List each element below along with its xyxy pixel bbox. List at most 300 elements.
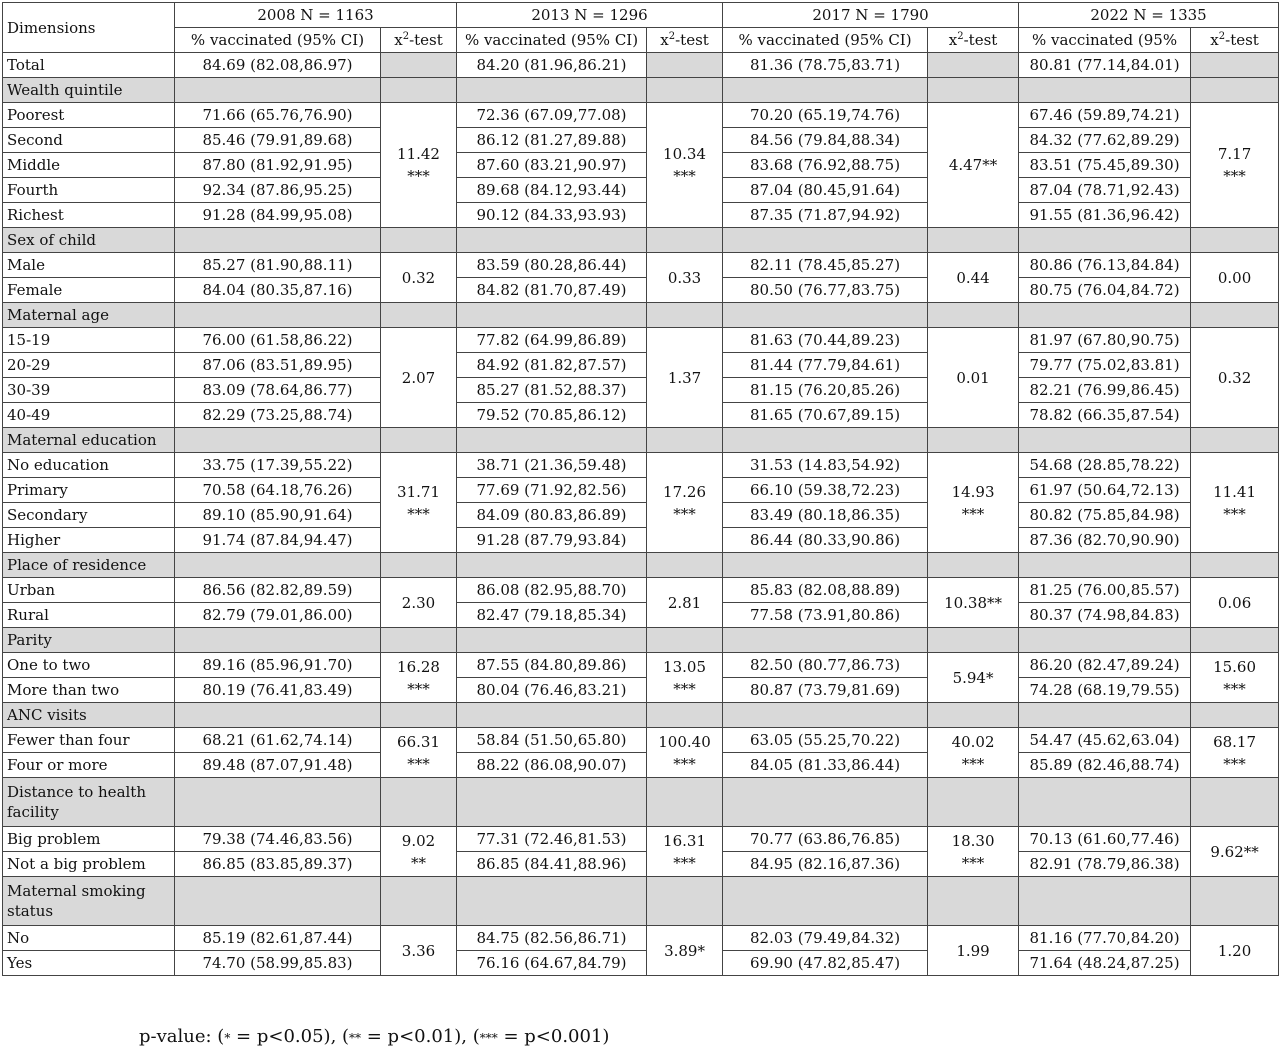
chi-value — [928, 328, 1019, 428]
chi-value-line: *** — [673, 679, 696, 698]
pct-value: 80.04 (76.46,83.21) — [457, 678, 647, 703]
pct-value: 92.34 (87.86,95.25) — [175, 178, 381, 203]
header-year: 2022 N = 1335 — [1019, 3, 1279, 28]
category-blank — [175, 778, 381, 827]
pct-value: 68.21 (61.62,74.14) — [175, 728, 381, 753]
header-chi-test: $x^2$-test — [928, 28, 1019, 53]
chi-value-line: 5.94* — [952, 668, 994, 687]
pct-value: 54.47 (45.62,63.04) — [1019, 728, 1191, 753]
pct-value: 91.74 (87.84,94.47) — [175, 528, 381, 553]
chi-value-line: 68.17 — [1213, 732, 1257, 751]
category-blank — [647, 228, 723, 253]
row-label: Male — [3, 253, 175, 278]
table-row — [3, 728, 1279, 753]
chi-value — [381, 827, 457, 877]
pct-value: 89.16 (85.96,91.70) — [175, 653, 381, 678]
pct-value: 85.19 (82.61,87.44) — [175, 926, 381, 951]
category-blank — [1019, 628, 1191, 653]
header-year: 2013 N = 1296 — [457, 3, 723, 28]
category-blank — [928, 703, 1019, 728]
pct-value: 90.12 (84.33,93.93) — [457, 203, 647, 228]
chi-value — [381, 728, 457, 778]
chi-value-line: 0.32 — [401, 268, 436, 287]
pct-value: 66.10 (59.38,72.23) — [723, 478, 928, 503]
row-label: Middle — [3, 153, 175, 178]
footnote-star: ** — [349, 1031, 362, 1045]
category-row — [3, 303, 1279, 328]
chi-value-line: 4.47** — [948, 156, 998, 174]
category-blank — [175, 228, 381, 253]
pct-value: 85.83 (82.08,88.89) — [723, 578, 928, 603]
pct-value: 91.55 (81.36,96.42) — [1019, 203, 1191, 228]
pct-value: 91.28 (84.99,95.08) — [175, 203, 381, 228]
pct-value: 87.04 (78.71,92.43) — [1019, 178, 1191, 203]
chi-value-line: *** — [961, 853, 985, 872]
chi-value-line: 1.37 — [667, 368, 702, 387]
category-blank — [1019, 303, 1191, 328]
pct-value: 77.69 (71.92,82.56) — [457, 478, 647, 503]
pct-value: 61.97 (50.64,72.13) — [1019, 478, 1191, 503]
chi-value-line: 100.40 — [658, 732, 711, 751]
category-blank — [175, 303, 381, 328]
chi-value-line: 16.28 — [397, 657, 440, 676]
category-blank — [928, 553, 1019, 578]
category-blank — [1191, 228, 1279, 253]
table-row — [3, 653, 1279, 678]
category-title: Wealth quintile — [3, 78, 175, 103]
chi-value-line: 0.00 — [1217, 268, 1252, 287]
pct-value: 87.04 (80.45,91.64) — [723, 178, 928, 203]
chi-value — [1191, 453, 1279, 553]
category-blank — [381, 228, 457, 253]
category-blank — [381, 877, 457, 926]
pct-value: 84.82 (81.70,87.49) — [457, 278, 647, 303]
category-blank — [1191, 303, 1279, 328]
pct-value: 71.64 (48.24,87.25) — [1019, 951, 1191, 976]
pct-value: 74.70 (58.99,85.83) — [175, 951, 381, 976]
pct-value: 87.80 (81.92,91.95) — [175, 153, 381, 178]
row-label: Richest — [3, 203, 175, 228]
table-row — [3, 153, 1279, 178]
chi-value — [1191, 926, 1279, 976]
footnote-threshold: = p<0.01) — [361, 1026, 462, 1047]
category-blank — [647, 778, 723, 827]
category-blank — [647, 628, 723, 653]
pct-value: 89.10 (85.90,91.64) — [175, 503, 381, 528]
category-blank — [1191, 778, 1279, 827]
header-chi-test: $x^2$-test — [1191, 28, 1279, 53]
chi-value-line: 2.30 — [401, 593, 436, 612]
pct-value: 87.35 (71.87,94.92) — [723, 203, 928, 228]
pct-value: 70.20 (65.19,74.76) — [723, 103, 928, 128]
table-row — [3, 103, 1279, 128]
pct-value: 83.51 (75.45,89.30) — [1019, 153, 1191, 178]
row-label: Second — [3, 128, 175, 153]
chi-value — [1191, 328, 1279, 428]
header-row-columns — [3, 28, 1279, 53]
pct-value: 76.00 (61.58,86.22) — [175, 328, 381, 353]
pct-value: 79.52 (70.85,86.12) — [457, 403, 647, 428]
chi-value — [647, 578, 723, 628]
chi-value-line: 18.30 — [951, 831, 995, 850]
category-blank — [175, 428, 381, 453]
row-label: Total — [3, 53, 175, 78]
row-label: Urban — [3, 578, 175, 603]
chi-value-line: 0.44 — [956, 268, 990, 287]
pct-value: 86.12 (81.27,89.88) — [457, 128, 647, 153]
row-label: Yes — [3, 951, 175, 976]
chi-value-line: *** — [1223, 167, 1246, 185]
pct-value: 31.53 (14.83,54.92) — [723, 453, 928, 478]
pct-value: 58.84 (51.50,65.80) — [457, 728, 647, 753]
pct-value: 72.36 (67.09,77.08) — [457, 103, 647, 128]
table-row — [3, 678, 1279, 703]
pct-value: 84.75 (82.56,86.71) — [457, 926, 647, 951]
chi-value-line: 14.93 — [951, 482, 995, 501]
category-blank — [647, 703, 723, 728]
chi-value — [1191, 653, 1279, 703]
category-blank — [175, 703, 381, 728]
category-blank — [1019, 78, 1191, 103]
chi-value-line: *** — [1223, 679, 1246, 698]
pct-value: 80.87 (73.79,81.69) — [723, 678, 928, 703]
pct-value: 82.91 (78.79,86.38) — [1019, 852, 1191, 877]
chi-value — [647, 653, 723, 703]
pct-value: 38.71 (21.36,59.48) — [457, 453, 647, 478]
pct-value: 83.59 (80.28,86.44) — [457, 253, 647, 278]
pct-value: 85.27 (81.52,88.37) — [457, 378, 647, 403]
table-row — [3, 951, 1279, 976]
category-blank — [928, 628, 1019, 653]
pct-value: 81.63 (70.44,89.23) — [723, 328, 928, 353]
table-row — [3, 852, 1279, 877]
category-blank — [1191, 78, 1279, 103]
chi-value-line: 11.42 — [397, 145, 440, 163]
pct-value: 85.27 (81.90,88.11) — [175, 253, 381, 278]
row-label: Female — [3, 278, 175, 303]
chi-value — [381, 328, 457, 428]
chi-value — [1191, 728, 1279, 778]
table-row — [3, 178, 1279, 203]
row-label: Not a big problem — [3, 852, 175, 877]
category-blank — [647, 78, 723, 103]
chi-value-line: 2.81 — [667, 593, 702, 612]
table-row-total — [3, 53, 1279, 78]
category-blank — [1191, 877, 1279, 926]
pct-value: 85.89 (82.46,88.74) — [1019, 753, 1191, 778]
pct-value: 82.21 (76.99,86.45) — [1019, 378, 1191, 403]
chi-value — [381, 103, 457, 228]
category-blank — [1191, 428, 1279, 453]
chi-value-line: 0.33 — [667, 268, 702, 287]
pct-value: 89.68 (84.12,93.44) — [457, 178, 647, 203]
row-label: Big problem — [3, 827, 175, 852]
pct-value: 63.05 (55.25,70.22) — [723, 728, 928, 753]
pct-value: 80.75 (76.04,84.72) — [1019, 278, 1191, 303]
pct-value: 71.66 (65.76,76.90) — [175, 103, 381, 128]
category-title: ANC visits — [3, 703, 175, 728]
category-blank — [928, 303, 1019, 328]
pct-value: 82.50 (80.77,86.73) — [723, 653, 928, 678]
category-title: Maternal education — [3, 428, 175, 453]
chi-value-line: 13.05 — [663, 657, 706, 676]
table-row — [3, 403, 1279, 428]
category-title: Parity — [3, 628, 175, 653]
row-label: Rural — [3, 603, 175, 628]
footnote-threshold: = p<0.001) — [497, 1026, 610, 1047]
pct-value: 84.05 (81.33,86.44) — [723, 753, 928, 778]
pct-value: 87.55 (84.80,89.86) — [457, 653, 647, 678]
category-blank — [647, 303, 723, 328]
chi-value-line: *** — [961, 754, 985, 773]
pct-value: 81.44 (77.79,84.61) — [723, 353, 928, 378]
row-label: Fourth — [3, 178, 175, 203]
table-row — [3, 253, 1279, 278]
header-pct-vaccinated: % vaccinated (95% CI) — [723, 28, 928, 53]
category-blank — [457, 778, 647, 827]
category-blank — [647, 553, 723, 578]
row-label: Four or more — [3, 753, 175, 778]
table-row — [3, 528, 1279, 553]
chi-blank — [647, 53, 723, 78]
category-blank — [647, 428, 723, 453]
chi-value-line: *** — [407, 504, 430, 523]
pct-value: 87.60 (83.21,90.97) — [457, 153, 647, 178]
category-blank — [1019, 428, 1191, 453]
chi-value-line: 3.89* — [664, 941, 705, 960]
category-title: Sex of child — [3, 228, 175, 253]
row-label: Higher — [3, 528, 175, 553]
header-pct-vaccinated: % vaccinated (95% CI) — [457, 28, 647, 53]
chi-value-line: *** — [1223, 504, 1246, 523]
row-label: Secondary — [3, 503, 175, 528]
chi-value — [647, 827, 723, 877]
row-label: More than two — [3, 678, 175, 703]
header-dimensions: Dimensions — [3, 3, 175, 53]
row-label: 30-39 — [3, 378, 175, 403]
chi-value — [928, 253, 1019, 303]
chi-value-line: 31.71 — [397, 482, 440, 501]
table-row — [3, 328, 1279, 353]
category-blank — [1191, 703, 1279, 728]
chi-value — [928, 728, 1019, 778]
chi-value — [928, 827, 1019, 877]
chi-value-line: 0.06 — [1217, 593, 1252, 612]
chi-value-line: 16.31 — [663, 831, 706, 850]
pct-value: 83.09 (78.64,86.77) — [175, 378, 381, 403]
chi-value — [381, 653, 457, 703]
table-row — [3, 827, 1279, 852]
pct-value: 81.15 (76.20,85.26) — [723, 378, 928, 403]
header-year: 2017 N = 1790 — [723, 3, 1019, 28]
chi-value — [381, 926, 457, 976]
category-blank — [175, 628, 381, 653]
category-blank — [723, 877, 928, 926]
category-row — [3, 228, 1279, 253]
category-blank — [381, 428, 457, 453]
pct-value: 80.37 (74.98,84.83) — [1019, 603, 1191, 628]
pct-value: 81.65 (70.67,89.15) — [723, 403, 928, 428]
row-label: 40-49 — [3, 403, 175, 428]
footnote-paren: , ( — [330, 1026, 350, 1047]
chi-value-line: 3.36 — [401, 941, 436, 960]
pct-value: 86.56 (82.82,89.59) — [175, 578, 381, 603]
chi-value-line: *** — [673, 754, 696, 773]
category-blank — [381, 703, 457, 728]
chi-value-line: *** — [673, 167, 696, 185]
category-row — [3, 877, 1279, 926]
pct-value: 33.75 (17.39,55.22) — [175, 453, 381, 478]
chi-value — [647, 453, 723, 553]
header-pct-vaccinated: % vaccinated (95% CI) — [175, 28, 381, 53]
pct-value: 79.77 (75.02,83.81) — [1019, 353, 1191, 378]
chi-value-line: *** — [407, 167, 430, 185]
chi-value-line: *** — [673, 504, 696, 523]
pct-value: 84.32 (77.62,89.29) — [1019, 128, 1191, 153]
category-blank — [457, 628, 647, 653]
pct-value: 82.11 (78.45,85.27) — [723, 253, 928, 278]
category-blank — [723, 428, 928, 453]
footnote-prefix: p-value: — [139, 1026, 218, 1047]
chi-value — [647, 253, 723, 303]
category-blank — [457, 703, 647, 728]
pct-value: 80.86 (76.13,84.84) — [1019, 253, 1191, 278]
pct-value: 81.25 (76.00,85.57) — [1019, 578, 1191, 603]
category-blank — [381, 553, 457, 578]
chi-value-line: *** — [1223, 754, 1246, 773]
row-label: One to two — [3, 653, 175, 678]
pct-value: 85.46 (79.91,89.68) — [175, 128, 381, 153]
pct-value: 80.50 (76.77,83.75) — [723, 278, 928, 303]
chi-value — [647, 103, 723, 228]
category-title: Place of residence — [3, 553, 175, 578]
category-blank — [457, 553, 647, 578]
table-row — [3, 753, 1279, 778]
table-row — [3, 378, 1279, 403]
chi-value — [928, 103, 1019, 228]
table-row — [3, 478, 1279, 503]
pct-value: 84.04 (80.35,87.16) — [175, 278, 381, 303]
chi-value — [1191, 253, 1279, 303]
pct-value: 84.09 (80.83,86.89) — [457, 503, 647, 528]
category-blank — [928, 228, 1019, 253]
chi-blank — [928, 53, 1019, 78]
category-blank — [1191, 553, 1279, 578]
chi-value-line: 9.62** — [1210, 842, 1259, 861]
pct-value: 88.22 (86.08,90.07) — [457, 753, 647, 778]
category-blank — [928, 428, 1019, 453]
category-blank — [723, 628, 928, 653]
footnote-star: * — [224, 1031, 231, 1045]
table-row — [3, 278, 1279, 303]
chi-value — [1191, 103, 1279, 228]
pct-value: 86.85 (83.85,89.37) — [175, 852, 381, 877]
category-blank — [928, 778, 1019, 827]
row-label: No education — [3, 453, 175, 478]
chi-value-line: 66.31 — [397, 732, 440, 751]
table-row — [3, 578, 1279, 603]
category-blank — [175, 877, 381, 926]
pct-value: 80.81 (77.14,84.01) — [1019, 53, 1191, 78]
chi-value — [647, 728, 723, 778]
chi-value — [1191, 827, 1279, 877]
pct-value: 89.48 (87.07,91.48) — [175, 753, 381, 778]
pct-value: 77.31 (72.46,81.53) — [457, 827, 647, 852]
pct-value: 87.36 (82.70,90.90) — [1019, 528, 1191, 553]
header-row-years — [3, 3, 1279, 28]
category-blank — [381, 78, 457, 103]
category-blank — [1019, 553, 1191, 578]
pct-value: 69.90 (47.82,85.47) — [723, 951, 928, 976]
chi-value-line: 2.07 — [401, 368, 436, 387]
row-label: Poorest — [3, 103, 175, 128]
pct-value: 84.56 (79.84,88.34) — [723, 128, 928, 153]
pct-value: 83.49 (80.18,86.35) — [723, 503, 928, 528]
category-blank — [457, 228, 647, 253]
header-pct-vaccinated: % vaccinated (95% — [1019, 28, 1191, 53]
chi-value-line: *** — [407, 679, 430, 698]
chi-value-line: ** — [411, 853, 426, 872]
table-row — [3, 128, 1279, 153]
chi-value — [647, 328, 723, 428]
category-blank — [1191, 628, 1279, 653]
category-blank — [457, 428, 647, 453]
chi-value-line: 1.99 — [956, 941, 990, 960]
table-row — [3, 203, 1279, 228]
pct-value: 74.28 (68.19,79.55) — [1019, 678, 1191, 703]
category-blank — [175, 553, 381, 578]
category-blank — [175, 78, 381, 103]
category-row — [3, 428, 1279, 453]
pct-value: 67.46 (59.89,74.21) — [1019, 103, 1191, 128]
table-row — [3, 353, 1279, 378]
category-title: Maternal smoking status — [3, 877, 175, 926]
category-blank — [723, 703, 928, 728]
pct-value: 80.19 (76.41,83.49) — [175, 678, 381, 703]
footnote-paren: , ( — [461, 1026, 480, 1047]
chi-value-line: 0.32 — [1217, 368, 1252, 387]
chi-value — [928, 653, 1019, 703]
pct-value: 54.68 (28.85,78.22) — [1019, 453, 1191, 478]
pct-value: 77.58 (73.91,80.86) — [723, 603, 928, 628]
row-label: No — [3, 926, 175, 951]
chi-value — [928, 453, 1019, 553]
chi-value-line: 0.01 — [956, 368, 990, 387]
pct-value: 86.20 (82.47,89.24) — [1019, 653, 1191, 678]
footnote-paren: ( — [217, 1026, 225, 1047]
category-blank — [457, 303, 647, 328]
vaccination-table — [2, 2, 1279, 976]
chi-value — [928, 926, 1019, 976]
pct-value: 86.44 (80.33,90.86) — [723, 528, 928, 553]
pct-value: 83.68 (76.92,88.75) — [723, 153, 928, 178]
category-blank — [928, 877, 1019, 926]
table-row — [3, 453, 1279, 478]
category-blank — [457, 78, 647, 103]
pct-value: 70.58 (64.18,76.26) — [175, 478, 381, 503]
pct-value: 80.82 (75.85,84.98) — [1019, 503, 1191, 528]
pct-value: 87.06 (83.51,89.95) — [175, 353, 381, 378]
category-blank — [381, 303, 457, 328]
table-row — [3, 503, 1279, 528]
category-title: Maternal age — [3, 303, 175, 328]
header-chi-test: $x^2$-test — [647, 28, 723, 53]
category-blank — [1019, 877, 1191, 926]
p-value-footnote — [139, 1026, 609, 1047]
pct-value: 81.97 (67.80,90.75) — [1019, 328, 1191, 353]
chi-value-line: 17.26 — [663, 482, 706, 501]
chi-value-line: *** — [407, 754, 430, 773]
